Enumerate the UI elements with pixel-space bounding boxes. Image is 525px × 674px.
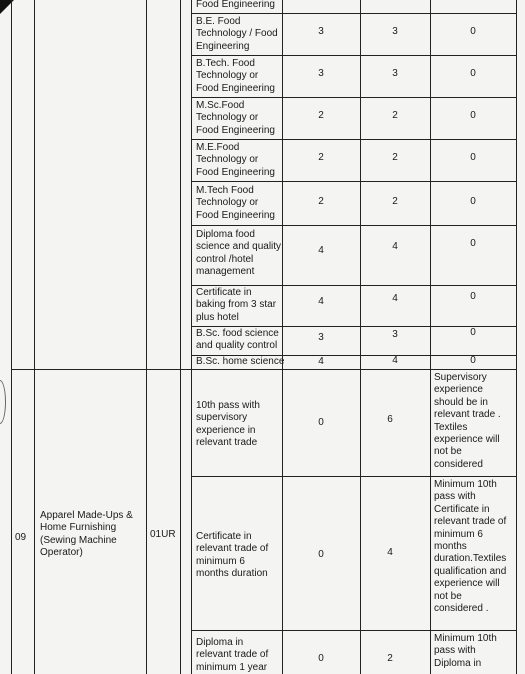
- value-cell: 4: [392, 293, 398, 304]
- value-cell: 0: [470, 196, 476, 207]
- table-line: [191, 0, 192, 674]
- value-cell: 0: [470, 152, 476, 163]
- value-cell: 4: [318, 296, 324, 307]
- table-line: [11, 0, 12, 674]
- table-line: [191, 225, 516, 226]
- table-line: [191, 476, 516, 477]
- course-cell: Certificate in baking from 3 star plus hotel: [196, 287, 277, 323]
- value-cell: 2: [318, 196, 324, 207]
- serial-number: 09: [15, 532, 27, 543]
- course-cell: M.Sc.Food Technology or Food Engineering: [196, 100, 275, 136]
- table-line: [191, 55, 516, 56]
- value-cell: 2: [392, 110, 398, 121]
- trade-name: Apparel Made-Ups & Home Furnishing (Sewing Machine Operator): [40, 510, 133, 559]
- value-cell: 2: [387, 653, 393, 664]
- remark-cell: Minimum 10th pass with Certificate in relevant trade of minimum 6 months duration.Textiles qualification and experience will not be considered .: [434, 479, 507, 615]
- value-cell: 0: [470, 26, 476, 37]
- table-line: [191, 181, 516, 182]
- value-cell: 0: [470, 327, 476, 338]
- course-cell: B.E. Food Technology / Food Engineering: [196, 16, 278, 52]
- table-line: [146, 0, 147, 674]
- value-cell: 3: [392, 329, 398, 340]
- value-cell: 4: [392, 355, 398, 366]
- value-cell: 0: [318, 653, 324, 664]
- remark-cell: Minimum 10th pass with Diploma in: [434, 633, 497, 669]
- course-cell: B.Tech. Food Technology or Food Engineering: [196, 58, 275, 94]
- value-cell: 0: [470, 238, 476, 249]
- value-cell: 0: [318, 549, 324, 560]
- course-cell: Certificate in relevant trade of minimum 6 months duration: [196, 531, 269, 580]
- value-cell: 3: [392, 26, 398, 37]
- course-cell: M.Tech Food Technology or Food Engineering: [196, 185, 275, 221]
- course-cell: Food Engineering: [196, 0, 275, 10]
- value-cell: 3: [318, 26, 324, 37]
- value-cell: 3: [392, 68, 398, 79]
- value-cell: 0: [470, 68, 476, 79]
- value-cell: 0: [318, 417, 324, 428]
- value-cell: 4: [318, 245, 324, 256]
- table-line: [180, 0, 181, 674]
- value-cell: 0: [470, 291, 476, 302]
- remark-cell: Supervisory experience should be in relevant trade . Textiles experience will not be considered: [434, 372, 501, 470]
- course-cell: M.E.Food Technology or Food Engineering: [196, 142, 275, 178]
- value-cell: 4: [387, 547, 393, 558]
- table-line: [11, 369, 516, 370]
- course-cell: 10th pass with supervisory experience in relevant trade: [196, 400, 260, 449]
- table-line: [34, 0, 35, 674]
- table-line: [191, 630, 516, 631]
- binder-hole: [0, 380, 6, 424]
- table-line: [516, 0, 517, 674]
- course-cell: Diploma food science and quality control /hotel management: [196, 229, 282, 278]
- value-cell: 4: [318, 356, 324, 367]
- value-cell: 4: [392, 241, 398, 252]
- value-cell: 6: [387, 414, 393, 425]
- value-cell: 3: [318, 332, 324, 343]
- table-line: [191, 139, 516, 140]
- value-cell: 2: [318, 152, 324, 163]
- course-cell: B.Sc. food science and quality control: [196, 328, 279, 352]
- value-cell: 2: [392, 196, 398, 207]
- seats-cell: 01UR: [150, 529, 176, 540]
- course-cell: B.Sc. home science: [196, 356, 285, 367]
- table-line: [191, 285, 516, 286]
- value-cell: 2: [318, 110, 324, 121]
- value-cell: 0: [470, 110, 476, 121]
- value-cell: 0: [470, 355, 476, 366]
- value-cell: 3: [318, 68, 324, 79]
- value-cell: 2: [392, 152, 398, 163]
- course-cell: Diploma in relevant trade of minimum 1 year: [196, 637, 269, 673]
- table-line: [191, 97, 516, 98]
- table-line: [191, 13, 516, 14]
